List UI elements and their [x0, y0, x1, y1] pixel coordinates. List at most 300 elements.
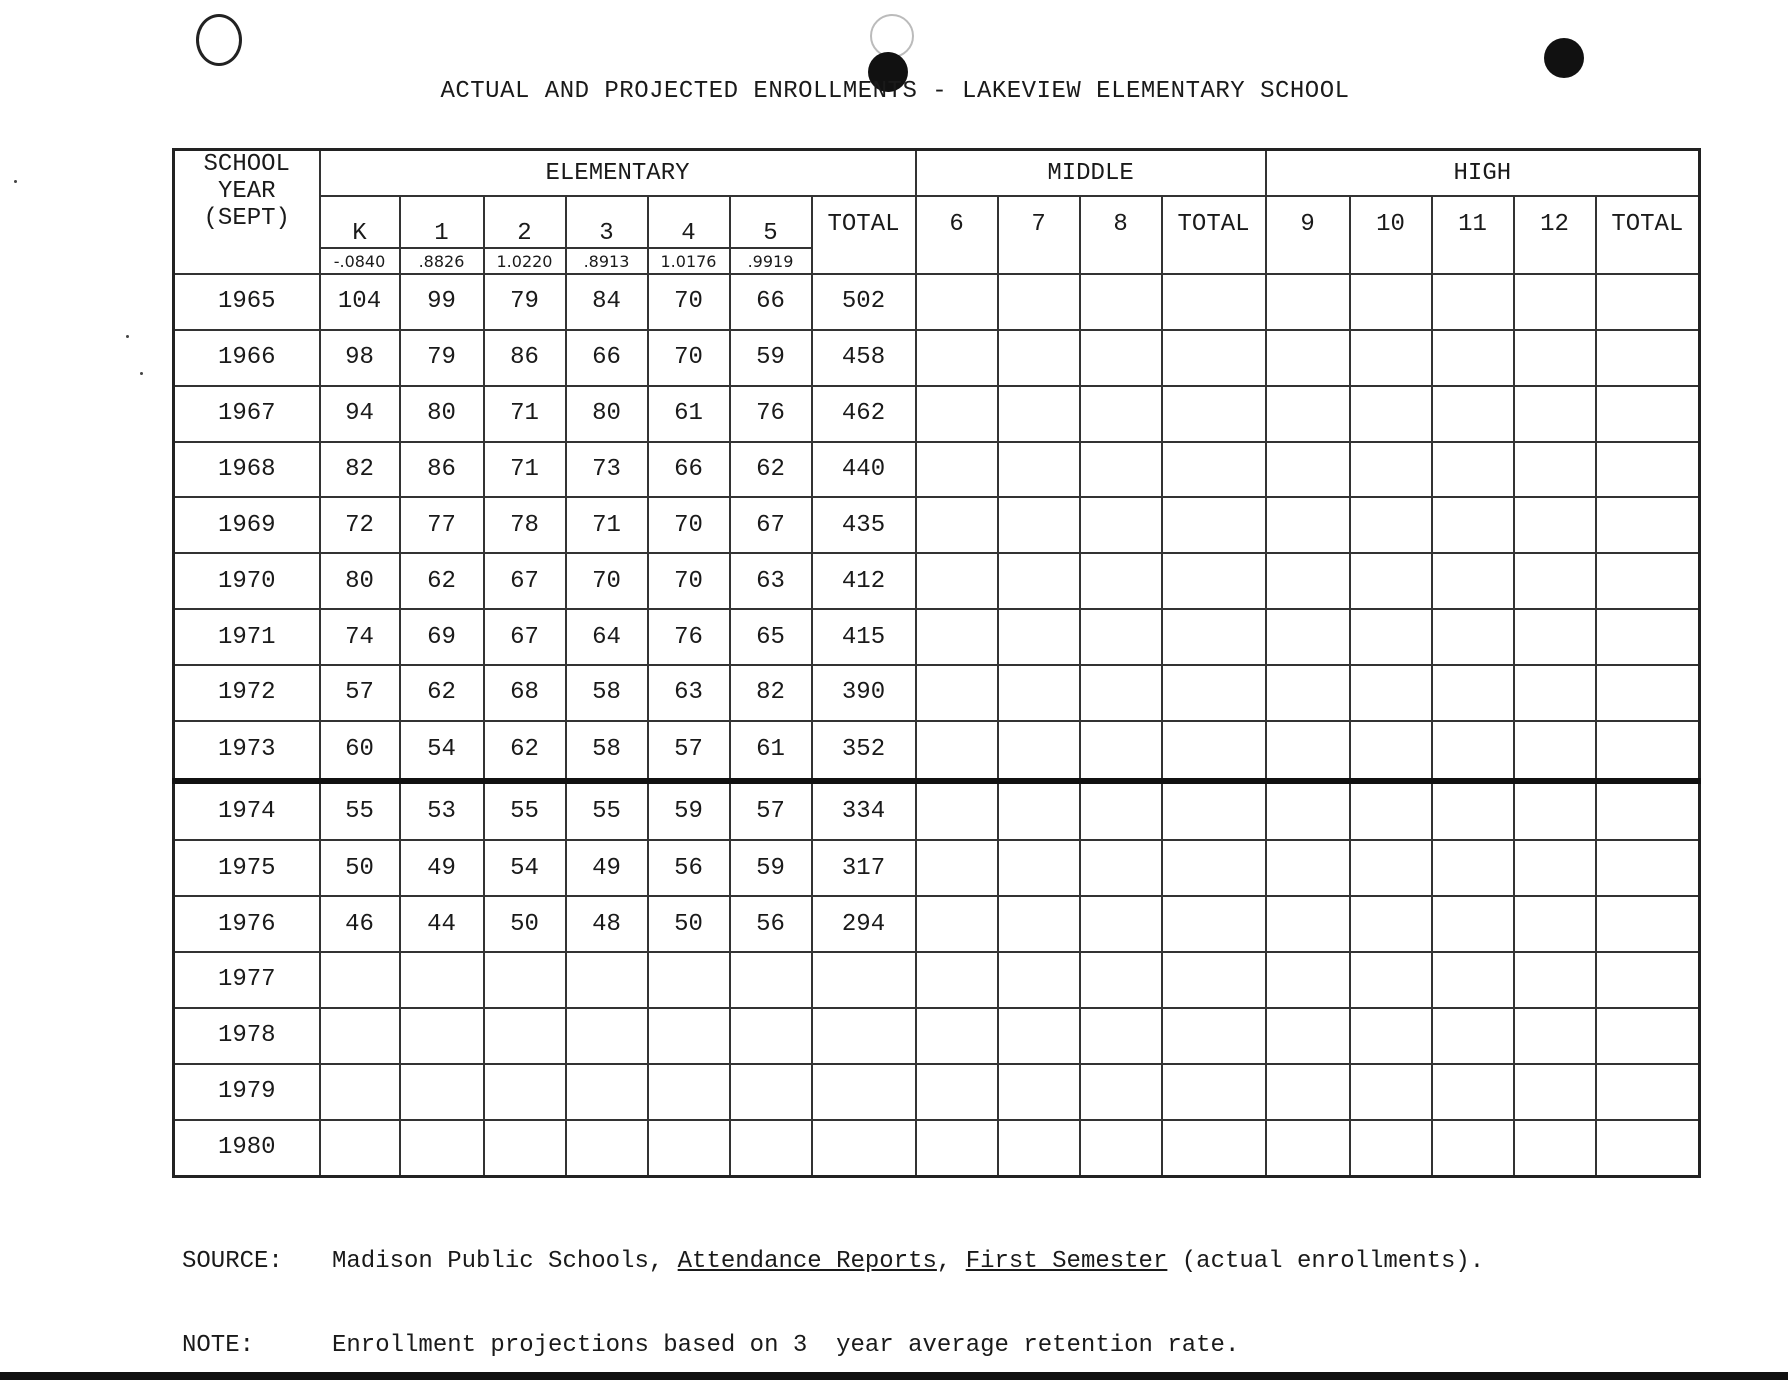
high-cell	[1432, 330, 1514, 386]
middle-cell	[1162, 896, 1266, 952]
enrollment-cell: 61	[648, 386, 730, 442]
middle-cell	[998, 1120, 1080, 1177]
middle-cell	[998, 386, 1080, 442]
elementary-total-cell: 334	[812, 781, 916, 841]
high-cell	[1432, 896, 1514, 952]
enrollment-cell	[566, 952, 648, 1008]
high-cell	[1514, 442, 1596, 498]
source-attendance-reports: Attendance Reports	[677, 1248, 937, 1275]
enrollment-cell: 70	[648, 274, 730, 330]
middle-cell	[916, 274, 998, 330]
middle-cell	[916, 1008, 998, 1064]
middle-cell	[1080, 721, 1162, 781]
source-suffix: (actual enrollments).	[1167, 1248, 1485, 1275]
high-cell	[1514, 1120, 1596, 1177]
enrollment-cell	[320, 952, 400, 1008]
enrollment-cell: 56	[730, 896, 812, 952]
year-cell: 1980	[174, 1120, 320, 1177]
corner-line-3: (SEPT)	[203, 205, 290, 232]
enrollment-cell: 80	[566, 386, 648, 442]
middle-cell	[1080, 1008, 1162, 1064]
enrollment-cell: 63	[730, 553, 812, 609]
middle-cell	[1162, 665, 1266, 721]
high-cell	[1266, 665, 1350, 721]
enrollment-cell: 71	[484, 442, 566, 498]
high-cell	[1596, 553, 1700, 609]
middle-cell	[1162, 609, 1266, 665]
high-cell	[1596, 386, 1700, 442]
table-row	[174, 781, 1700, 841]
enrollment-cell: 65	[730, 609, 812, 665]
middle-cell	[916, 386, 998, 442]
grade-header: 6	[916, 196, 998, 274]
enrollment-cell: 76	[648, 609, 730, 665]
high-cell	[1596, 1064, 1700, 1120]
middle-cell	[998, 553, 1080, 609]
enrollment-cell	[730, 1064, 812, 1120]
enrollment-cell: 53	[400, 781, 484, 841]
enrollment-cell: 70	[648, 553, 730, 609]
enrollment-cell	[484, 952, 566, 1008]
middle-cell	[1162, 274, 1266, 330]
high-cell	[1350, 1064, 1432, 1120]
enrollment-cell: 79	[400, 330, 484, 386]
punch-hole-center-ring	[870, 14, 914, 58]
grade-header: 2	[484, 196, 566, 248]
enrollment-cell: 57	[648, 721, 730, 781]
high-cell	[1596, 609, 1700, 665]
elementary-total-cell	[812, 952, 916, 1008]
enrollment-cell: 79	[484, 274, 566, 330]
middle-cell	[916, 609, 998, 665]
enrollment-cell: 62	[484, 721, 566, 781]
year-cell: 1970	[174, 553, 320, 609]
enrollment-cell: 49	[566, 840, 648, 896]
middle-cell	[998, 896, 1080, 952]
year-cell: 1975	[174, 840, 320, 896]
scan-speck	[140, 372, 143, 375]
high-cell	[1596, 840, 1700, 896]
high-cell	[1266, 1120, 1350, 1177]
high-cell	[1596, 1008, 1700, 1064]
high-cell	[1266, 840, 1350, 896]
source-line	[182, 1248, 1484, 1276]
high-cell	[1514, 721, 1596, 781]
high-cell	[1266, 330, 1350, 386]
high-cell	[1514, 781, 1596, 841]
elementary-total-cell: 390	[812, 665, 916, 721]
table-row	[174, 274, 1700, 330]
table-row	[174, 721, 1700, 781]
scan-edge	[0, 1372, 1788, 1380]
elementary-total-cell: 462	[812, 386, 916, 442]
enrollment-cell: 86	[484, 330, 566, 386]
year-cell: 1967	[174, 386, 320, 442]
enrollment-cell: 80	[320, 553, 400, 609]
high-cell	[1266, 781, 1350, 841]
high-cell	[1350, 896, 1432, 952]
middle-cell	[1162, 442, 1266, 498]
middle-cell	[1162, 952, 1266, 1008]
enrollment-cell: 71	[484, 386, 566, 442]
middle-cell	[1162, 497, 1266, 553]
middle-cell	[998, 330, 1080, 386]
enrollment-table	[172, 148, 1701, 1178]
high-cell	[1350, 386, 1432, 442]
enrollment-cell	[484, 1064, 566, 1120]
enrollment-cell: 57	[730, 781, 812, 841]
grade-header: K	[320, 196, 400, 248]
middle-cell	[998, 274, 1080, 330]
high-cell	[1350, 952, 1432, 1008]
school-year-header	[174, 150, 320, 275]
enrollment-cell: 48	[566, 896, 648, 952]
note-text: Enrollment projections based on 3 year average retention rate.	[332, 1332, 1240, 1359]
retention-rate: .9919	[730, 248, 812, 274]
high-cell	[1350, 665, 1432, 721]
enrollment-cell	[566, 1064, 648, 1120]
enrollment-cell: 99	[400, 274, 484, 330]
middle-cell	[1162, 553, 1266, 609]
enrollment-cell: 58	[566, 665, 648, 721]
table-row	[174, 497, 1700, 553]
table-row	[174, 896, 1700, 952]
grade-header: 1	[400, 196, 484, 248]
middle-cell	[916, 497, 998, 553]
high-cell	[1596, 330, 1700, 386]
table-row	[174, 1120, 1700, 1177]
table-row	[174, 553, 1700, 609]
middle-cell	[998, 781, 1080, 841]
middle-cell	[998, 1008, 1080, 1064]
enrollment-cell: 70	[566, 553, 648, 609]
enrollment-cell	[400, 1064, 484, 1120]
source-separator: ,	[936, 1248, 966, 1275]
year-cell: 1969	[174, 497, 320, 553]
enrollment-cell: 104	[320, 274, 400, 330]
enrollment-cell: 50	[648, 896, 730, 952]
enrollment-cell: 62	[400, 553, 484, 609]
enrollment-cell: 55	[320, 781, 400, 841]
middle-cell	[1162, 1008, 1266, 1064]
scan-speck	[126, 335, 129, 338]
source-prefix: Madison Public Schools,	[332, 1248, 678, 1275]
enrollment-cell	[400, 952, 484, 1008]
middle-cell	[1162, 1120, 1266, 1177]
enrollment-cell: 59	[730, 330, 812, 386]
enrollment-cell: 59	[648, 781, 730, 841]
middle-cell	[1162, 721, 1266, 781]
enrollment-cell: 66	[730, 274, 812, 330]
table-row	[174, 1064, 1700, 1120]
high-cell	[1432, 274, 1514, 330]
elementary-total-cell: 440	[812, 442, 916, 498]
enrollment-cell: 70	[648, 497, 730, 553]
punch-hole-right	[1544, 38, 1584, 78]
high-cell	[1596, 896, 1700, 952]
enrollment-cell: 58	[566, 721, 648, 781]
enrollment-rows	[174, 274, 1700, 1177]
middle-cell	[1162, 840, 1266, 896]
high-cell	[1596, 952, 1700, 1008]
year-cell: 1977	[174, 952, 320, 1008]
high-cell	[1432, 665, 1514, 721]
middle-cell	[916, 330, 998, 386]
source-first-semester: First Semester	[965, 1248, 1168, 1275]
high-cell	[1514, 665, 1596, 721]
middle-cell	[1080, 553, 1162, 609]
enrollment-cell	[648, 1064, 730, 1120]
scan-speck	[14, 180, 17, 183]
enrollment-cell: 49	[400, 840, 484, 896]
enrollment-cell: 67	[730, 497, 812, 553]
enrollment-cell: 67	[484, 609, 566, 665]
high-cell	[1266, 553, 1350, 609]
high-cell	[1432, 840, 1514, 896]
high-cell	[1514, 609, 1596, 665]
enrollment-cell: 78	[484, 497, 566, 553]
middle-cell	[1080, 609, 1162, 665]
middle-cell	[998, 442, 1080, 498]
year-cell: 1968	[174, 442, 320, 498]
high-cell	[1266, 721, 1350, 781]
high-cell	[1596, 442, 1700, 498]
enrollment-cell: 76	[730, 386, 812, 442]
high-cell	[1432, 1120, 1514, 1177]
enrollment-cell	[648, 1008, 730, 1064]
enrollment-cell: 44	[400, 896, 484, 952]
high-cell	[1350, 840, 1432, 896]
middle-cell	[998, 665, 1080, 721]
enrollment-cell	[730, 1120, 812, 1177]
enrollment-cell: 68	[484, 665, 566, 721]
table-row	[174, 386, 1700, 442]
enrollment-cell: 66	[648, 442, 730, 498]
high-cell	[1432, 1064, 1514, 1120]
note-line	[182, 1332, 1484, 1360]
high-group-header: HIGH	[1266, 150, 1700, 197]
corner-line-2: YEAR	[217, 178, 276, 205]
high-cell	[1266, 497, 1350, 553]
high-cell	[1596, 781, 1700, 841]
enrollment-cell	[320, 1064, 400, 1120]
grade-header: 11	[1432, 196, 1514, 274]
high-cell	[1432, 721, 1514, 781]
middle-cell	[998, 609, 1080, 665]
year-cell: 1971	[174, 609, 320, 665]
enrollment-cell: 84	[566, 274, 648, 330]
high-cell	[1350, 781, 1432, 841]
retention-rate: 1.0176	[648, 248, 730, 274]
middle-cell	[998, 497, 1080, 553]
middle-cell	[998, 721, 1080, 781]
retention-rate: .8826	[400, 248, 484, 274]
middle-cell	[916, 553, 998, 609]
enrollment-cell: 82	[730, 665, 812, 721]
high-cell	[1350, 609, 1432, 665]
enrollment-cell: 50	[484, 896, 566, 952]
enrollment-cell	[320, 1008, 400, 1064]
table-row	[174, 1008, 1700, 1064]
grade-header: 4	[648, 196, 730, 248]
year-cell: 1978	[174, 1008, 320, 1064]
middle-cell	[916, 781, 998, 841]
punch-hole-left	[196, 14, 242, 66]
year-cell: 1966	[174, 330, 320, 386]
middle-cell	[916, 896, 998, 952]
high-cell	[1514, 896, 1596, 952]
middle-cell	[1080, 840, 1162, 896]
enrollment-cell: 63	[648, 665, 730, 721]
middle-cell	[916, 1064, 998, 1120]
high-cell	[1350, 553, 1432, 609]
high-cell	[1514, 553, 1596, 609]
enrollment-cell: 71	[566, 497, 648, 553]
high-cell	[1432, 553, 1514, 609]
year-cell: 1979	[174, 1064, 320, 1120]
high-cell	[1432, 781, 1514, 841]
high-cell	[1596, 1120, 1700, 1177]
high-cell	[1596, 665, 1700, 721]
enrollment-cell: 54	[400, 721, 484, 781]
enrollment-cell: 73	[566, 442, 648, 498]
high-cell	[1266, 386, 1350, 442]
middle-cell	[998, 1064, 1080, 1120]
high-cell	[1266, 896, 1350, 952]
high-cell	[1266, 274, 1350, 330]
elementary-total-cell: 458	[812, 330, 916, 386]
enrollment-cell	[648, 952, 730, 1008]
table-row	[174, 609, 1700, 665]
grade-header: 12	[1514, 196, 1596, 274]
high-cell	[1432, 1008, 1514, 1064]
enrollment-cell: 56	[648, 840, 730, 896]
grade-header: 9	[1266, 196, 1350, 274]
middle-cell	[1162, 386, 1266, 442]
enrollment-cell: 74	[320, 609, 400, 665]
middle-cell	[1080, 1064, 1162, 1120]
enrollment-cell: 57	[320, 665, 400, 721]
grade-header: 7	[998, 196, 1080, 274]
middle-cell	[1080, 781, 1162, 841]
enrollment-cell: 60	[320, 721, 400, 781]
high-cell	[1596, 497, 1700, 553]
elementary-total-cell: 412	[812, 553, 916, 609]
middle-group-header: MIDDLE	[916, 150, 1266, 197]
year-cell: 1973	[174, 721, 320, 781]
enrollment-cell: 70	[648, 330, 730, 386]
middle-cell	[916, 1120, 998, 1177]
high-cell	[1514, 840, 1596, 896]
enrollment-cell	[566, 1120, 648, 1177]
high-cell	[1350, 721, 1432, 781]
middle-cell	[998, 840, 1080, 896]
footer-notes	[182, 1192, 1484, 1388]
high-cell	[1350, 1120, 1432, 1177]
elementary-total-cell: 352	[812, 721, 916, 781]
enrollment-cell: 80	[400, 386, 484, 442]
enrollment-cell: 66	[566, 330, 648, 386]
grade-header: 10	[1350, 196, 1432, 274]
enrollment-cell	[484, 1120, 566, 1177]
elementary-total-cell: 294	[812, 896, 916, 952]
enrollment-cell: 55	[484, 781, 566, 841]
middle-cell	[916, 952, 998, 1008]
middle-cell	[1080, 952, 1162, 1008]
high-cell	[1266, 1064, 1350, 1120]
high-cell	[1596, 274, 1700, 330]
middle-cell	[1080, 665, 1162, 721]
enrollment-cell	[400, 1008, 484, 1064]
high-cell	[1432, 497, 1514, 553]
high-cell	[1266, 1008, 1350, 1064]
high-cell	[1266, 442, 1350, 498]
high-cell	[1432, 609, 1514, 665]
table-row	[174, 330, 1700, 386]
enrollment-cell: 94	[320, 386, 400, 442]
table-row	[174, 442, 1700, 498]
middle-cell	[998, 952, 1080, 1008]
high-cell	[1514, 1008, 1596, 1064]
enrollment-cell: 62	[730, 442, 812, 498]
year-cell: 1965	[174, 274, 320, 330]
middle-cell	[916, 721, 998, 781]
high-cell	[1514, 330, 1596, 386]
high-cell	[1432, 386, 1514, 442]
high-cell	[1514, 497, 1596, 553]
high-cell	[1350, 274, 1432, 330]
middle-cell	[916, 442, 998, 498]
middle-cell	[1080, 442, 1162, 498]
note-label: NOTE:	[182, 1332, 255, 1359]
retention-rate: 1.0220	[484, 248, 566, 274]
middle-cell	[1162, 330, 1266, 386]
enrollment-cell: 55	[566, 781, 648, 841]
page-title: ACTUAL AND PROJECTED ENROLLMENTS - LAKEVIEW ELEMENTARY SCHOOL	[440, 78, 1350, 105]
elementary-total-cell: 317	[812, 840, 916, 896]
high-cell	[1514, 952, 1596, 1008]
enrollment-cell	[730, 1008, 812, 1064]
high-cell	[1350, 330, 1432, 386]
grade-header: 8	[1080, 196, 1162, 274]
enrollment-cell: 82	[320, 442, 400, 498]
retention-rate: .8913	[566, 248, 648, 274]
high-cell	[1596, 721, 1700, 781]
high-cell	[1514, 1064, 1596, 1120]
table-row	[174, 952, 1700, 1008]
elementary-total-cell	[812, 1064, 916, 1120]
enrollment-cell	[566, 1008, 648, 1064]
high-cell	[1432, 442, 1514, 498]
middle-cell	[1080, 386, 1162, 442]
middle-cell	[1162, 1064, 1266, 1120]
enrollment-cell: 86	[400, 442, 484, 498]
corner-line-1: SCHOOL	[203, 151, 290, 178]
enrollment-cell: 50	[320, 840, 400, 896]
middle-cell	[1080, 274, 1162, 330]
enrollment-cell: 61	[730, 721, 812, 781]
retention-rate: -.0840	[320, 248, 400, 274]
enrollment-cell	[400, 1120, 484, 1177]
elementary-total-cell	[812, 1008, 916, 1064]
elementary-total-header: TOTAL	[812, 196, 916, 274]
middle-cell	[916, 665, 998, 721]
source-label: SOURCE:	[182, 1248, 283, 1275]
high-total-header: TOTAL	[1596, 196, 1700, 274]
middle-cell	[1080, 1120, 1162, 1177]
middle-cell	[1080, 896, 1162, 952]
middle-cell	[916, 840, 998, 896]
